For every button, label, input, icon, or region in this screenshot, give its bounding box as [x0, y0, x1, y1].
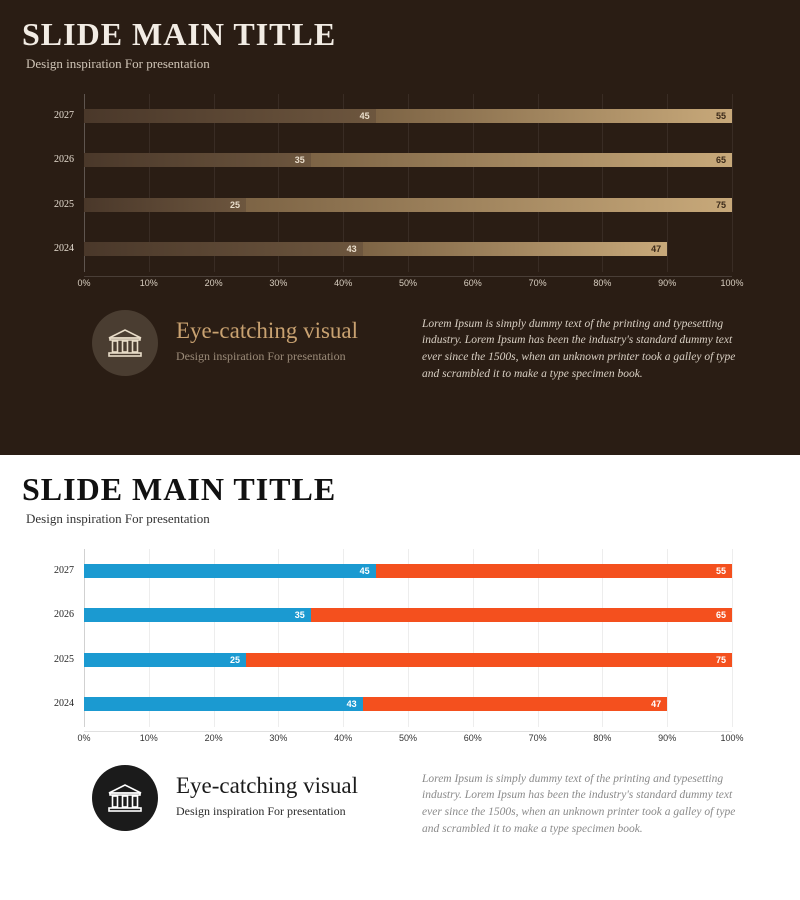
axis-line: [84, 276, 732, 277]
bank-building-icon: [106, 782, 144, 814]
bar-segment: [311, 153, 732, 167]
axis-tick-label: 60%: [463, 277, 482, 288]
bar-segment: [84, 109, 376, 123]
chart-x-axis: [77, 732, 744, 751]
chart-row: [54, 109, 732, 123]
axis-tick-label: 80%: [593, 732, 612, 743]
axis-tick-label: 40%: [334, 732, 353, 743]
bar-segment: [84, 242, 363, 256]
bar-value-label: 35: [294, 610, 305, 621]
axis-tick-label: 50%: [398, 732, 418, 743]
category-label: 2027: [54, 109, 74, 121]
axis-tick-label: 30%: [269, 732, 288, 743]
slide-light: [0, 455, 800, 900]
category-label: 2025: [54, 653, 74, 665]
feature-subtitle: Design inspiration For presentation: [176, 348, 346, 363]
feature-block: [0, 751, 800, 838]
bar-segment: [84, 697, 363, 711]
bar-chart-dark: [0, 94, 800, 296]
category-label: 2026: [54, 609, 74, 621]
bar-value-label: 55: [715, 565, 726, 576]
bar-segment: [84, 153, 311, 167]
bar-segment: [246, 653, 732, 667]
axis-line: [84, 731, 732, 732]
bar-segment: [246, 198, 732, 212]
axis-tick-label: 30%: [269, 277, 288, 288]
category-label: 2025: [54, 198, 74, 210]
bar-segment: [84, 198, 246, 212]
gridline: [732, 94, 733, 272]
category-label: 2024: [54, 243, 74, 255]
feature-body: Lorem Ipsum is simply dummy text of the printing and typesetting industry. Lorem Ipsum has been the industry's standard dummy text ever since the 1500s, when an unknown printer took a galley of type and scrambled it to make a type specimen book.: [422, 317, 736, 380]
chart-row: [54, 198, 732, 212]
bar-chart-light: [0, 549, 800, 751]
bar-value-label: 65: [715, 610, 726, 621]
title-block: [0, 0, 800, 72]
feature-title: Eye-catching visual: [176, 317, 359, 343]
feature-text: [176, 310, 408, 364]
feature-subtitle: Design inspiration For presentation: [176, 803, 346, 818]
bar-value-label: 25: [229, 199, 240, 210]
axis-tick-label: 40%: [334, 277, 353, 288]
chart-row: [54, 697, 732, 711]
bar-value-label: 47: [651, 699, 662, 710]
bar-segment: [363, 242, 668, 256]
feature-text: [176, 765, 408, 819]
chart-row: [54, 242, 732, 256]
bar-value-label: 65: [715, 155, 726, 166]
axis-tick-label: 100%: [720, 732, 744, 743]
feature-block: [0, 296, 800, 383]
page-title: SLIDE MAIN TITLE: [22, 16, 337, 52]
axis-tick-label: 90%: [658, 732, 677, 743]
chart-plot-area: [54, 94, 732, 272]
bank-building-icon: [106, 327, 144, 359]
bar-value-label: 55: [715, 110, 726, 121]
bar-segment: [84, 653, 246, 667]
feature-icon-circle: [92, 765, 158, 831]
chart-row: [54, 153, 732, 167]
bar-value-label: 43: [346, 244, 357, 255]
axis-tick-label: 20%: [204, 732, 223, 743]
chart-row: [54, 564, 732, 578]
bar-value-label: 25: [229, 654, 240, 665]
bar-segment: [363, 697, 668, 711]
bar-value-label: 47: [651, 244, 662, 255]
axis-tick-label: 80%: [593, 277, 612, 288]
axis-tick-label: 70%: [528, 732, 547, 743]
bar-segment: [84, 608, 311, 622]
bar-value-label: 75: [715, 654, 726, 665]
gridline: [732, 549, 733, 727]
title-block: [0, 455, 800, 527]
bar-segment: [376, 109, 732, 123]
chart-row: [54, 608, 732, 622]
bar-value-label: 75: [715, 199, 726, 210]
bar-segment: [311, 608, 732, 622]
category-label: 2026: [54, 154, 74, 166]
page-title: SLIDE MAIN TITLE: [22, 471, 337, 507]
chart-row: [54, 653, 732, 667]
feature-body: Lorem Ipsum is simply dummy text of the printing and typesetting industry. Lorem Ipsum has been the industry's standard dummy text ever since the 1500s, when an unknown printer took a galley of type and scrambled it to make a type specimen book.: [422, 772, 736, 835]
axis-tick-label: 10%: [139, 732, 158, 743]
axis-tick-label: 70%: [528, 277, 547, 288]
chart-plot-area: [54, 549, 732, 727]
axis-tick-label: 100%: [720, 277, 744, 288]
axis-tick-label: 50%: [398, 277, 418, 288]
bar-value-label: 43: [346, 699, 357, 710]
bar-value-label: 45: [359, 110, 370, 121]
category-label: 2027: [54, 564, 74, 576]
bar-value-label: 35: [294, 155, 305, 166]
axis-tick-label: 0%: [77, 732, 91, 743]
feature-title: Eye-catching visual: [176, 772, 359, 798]
bar-segment: [84, 564, 376, 578]
page-subtitle: Design inspiration For presentation: [26, 55, 210, 71]
page-subtitle: Design inspiration For presentation: [26, 510, 210, 526]
category-label: 2024: [54, 698, 74, 710]
bar-value-label: 45: [359, 565, 370, 576]
axis-tick-label: 10%: [139, 277, 158, 288]
bar-segment: [376, 564, 732, 578]
chart-x-axis: [77, 277, 744, 296]
axis-tick-label: 60%: [463, 732, 482, 743]
axis-tick-label: 20%: [204, 277, 223, 288]
feature-icon-circle: [92, 310, 158, 376]
axis-tick-label: 90%: [658, 277, 677, 288]
axis-tick-label: 0%: [77, 277, 91, 288]
